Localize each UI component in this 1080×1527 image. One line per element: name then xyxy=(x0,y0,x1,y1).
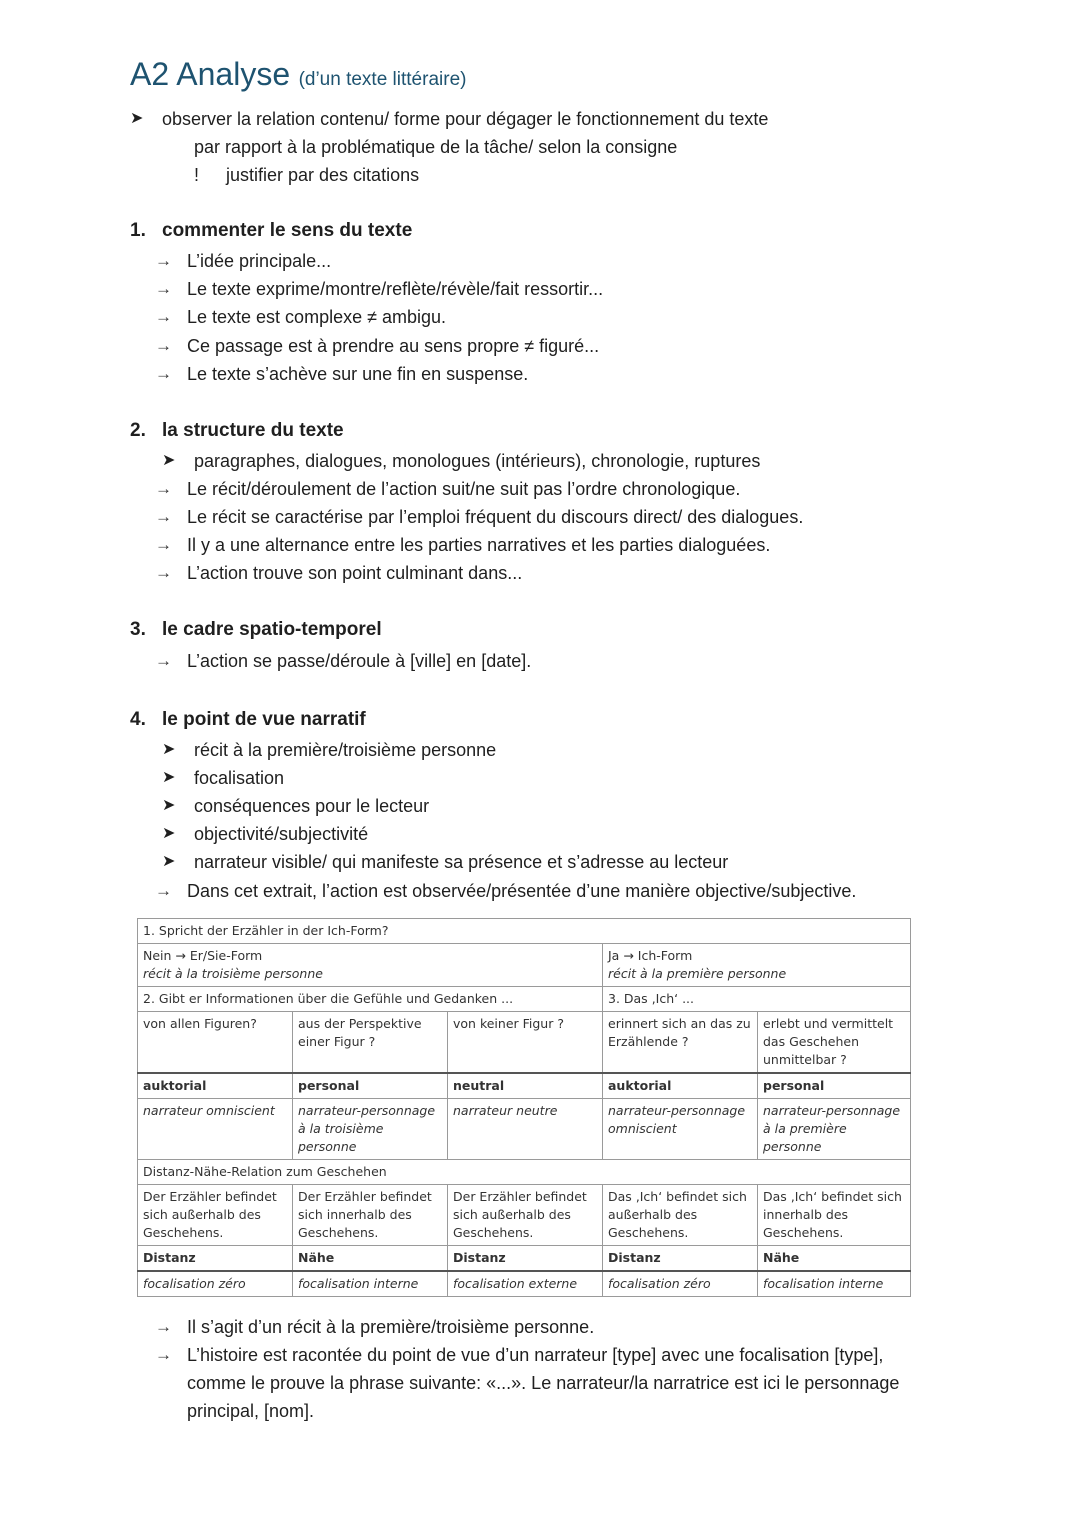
relation-header: Distanz-Nähe-Relation zum Geschehen xyxy=(138,1160,911,1185)
right-arrow-icon: → xyxy=(155,563,172,582)
page-title xyxy=(130,56,466,93)
type-french: narrateur omniscient xyxy=(143,1103,275,1118)
table-cell xyxy=(603,1271,758,1297)
table-row xyxy=(138,1185,911,1246)
table-cell xyxy=(758,1271,911,1297)
distance-label: Distanz xyxy=(143,1250,196,1265)
arrowhead-bullet-icon: ➤ xyxy=(162,741,176,758)
table-row xyxy=(138,1099,911,1160)
section-title: le cadre spatio-temporel xyxy=(162,619,382,640)
section-2-item: Le récit/déroulement de l’action suit/ne suit pas l’ordre chronologique. xyxy=(187,479,741,499)
table-cell xyxy=(758,1246,911,1272)
table-cell: erinnert sich an das zu Erzählende ? xyxy=(603,1012,758,1074)
table-cell: Der Erzähler befindet sich innerhalb des Geschehens. xyxy=(293,1185,448,1246)
section-2-bullet: paragraphes, dialogues, monologues (intérieurs), chronologie, ruptures xyxy=(194,451,761,471)
distance-label: Nähe xyxy=(298,1250,335,1265)
conclusion-line-2: L’histoire est racontée du point de vue d’un narrateur [type] avec une focalisation [type], xyxy=(187,1345,884,1365)
section-4-item: Dans cet extrait, l’action est observée/présentée d’une manière objective/subjective. xyxy=(187,881,857,901)
section-3-heading xyxy=(130,618,382,642)
title-main: A2 Analyse xyxy=(130,56,291,92)
table-cell: erlebt und vermittelt das Geschehen unmittelbar ? xyxy=(758,1012,911,1074)
section-title: commenter le sens du texte xyxy=(162,220,413,241)
nein-cell xyxy=(138,944,603,987)
focalisation-label: focalisation interne xyxy=(298,1276,419,1291)
section-number: 4. xyxy=(130,709,146,730)
right-arrow-icon: → xyxy=(155,651,172,670)
table-row xyxy=(138,1012,911,1074)
ja-cell xyxy=(603,944,911,987)
right-arrow-icon: → xyxy=(155,251,172,270)
table-cell: Das ‚Ich‘ befindet sich außerhalb des Geschehens. xyxy=(603,1185,758,1246)
section-1-item: Le texte s’achève sur une fin en suspense. xyxy=(187,364,529,384)
type-french: narrateur-personnage omniscient xyxy=(608,1103,746,1136)
section-title: le point de vue narratif xyxy=(162,709,366,730)
type-label: personal xyxy=(763,1078,825,1093)
ja-french: récit à la première personne xyxy=(608,966,787,981)
title-sub: (d’un texte littéraire) xyxy=(298,69,467,90)
table-cell: von keiner Figur ? xyxy=(448,1012,603,1074)
section-1-item: Ce passage est à prendre au sens propre ≠ figuré... xyxy=(187,336,600,356)
table-cell xyxy=(138,1099,293,1160)
section-4-bullet: récit à la première/troisième personne xyxy=(194,740,497,760)
type-french: narrateur-personnage à la troisième personne xyxy=(298,1103,436,1154)
section-4-bullet: narrateur visible/ qui manifeste sa présence et s’adresse au lecteur xyxy=(194,852,729,872)
table-cell xyxy=(293,1246,448,1272)
type-label: personal xyxy=(298,1078,360,1093)
right-arrow-icon: → xyxy=(155,479,172,498)
table-cell xyxy=(138,1271,293,1297)
distance-label: Distanz xyxy=(453,1250,506,1265)
right-arrow-icon: → xyxy=(155,307,172,326)
question-1-cell: 1. Spricht der Erzähler in der Ich-Form? xyxy=(138,919,911,944)
question-3-cell: 3. Das ‚Ich‘ ... xyxy=(603,987,911,1012)
conclusion-line-1: Il s’agit d’un récit à la première/troisième personne. xyxy=(187,1317,595,1337)
section-1-item: L’idée principale... xyxy=(187,251,332,271)
nein-french: récit à la troisième personne xyxy=(143,966,323,981)
section-2-heading xyxy=(130,419,344,443)
focalisation-label: focalisation zéro xyxy=(608,1276,711,1291)
table-cell: aus der Perspektive einer Figur ? xyxy=(293,1012,448,1074)
table-row xyxy=(138,1246,911,1272)
table-cell xyxy=(758,1099,911,1160)
right-arrow-icon: → xyxy=(155,1345,172,1364)
table-cell xyxy=(138,1073,293,1099)
distance-label: Distanz xyxy=(608,1250,661,1265)
section-number: 1. xyxy=(130,220,146,241)
type-french: narrateur neutre xyxy=(453,1103,558,1118)
table-cell: von allen Figuren? xyxy=(138,1012,293,1074)
section-2-item: Le récit se caractérise par l’emploi fréquent du discours direct/ des dialogues. xyxy=(187,507,804,527)
table-cell xyxy=(293,1271,448,1297)
section-1-item: Le texte exprime/montre/reflète/révèle/fait ressortir... xyxy=(187,279,604,299)
section-3-item: L’action se passe/déroule à [ville] en [date]. xyxy=(187,651,532,671)
type-french: narrateur-personnage à la première personne xyxy=(763,1103,901,1154)
type-label: auktorial xyxy=(143,1078,207,1093)
section-1-item: Le texte est complexe ≠ ambigu. xyxy=(187,307,447,327)
type-label: auktorial xyxy=(608,1078,672,1093)
table-row xyxy=(138,1073,911,1099)
ja-label: Ja → Ich-Form xyxy=(608,948,693,963)
section-4-bullet: focalisation xyxy=(194,768,285,788)
table-row xyxy=(138,1271,911,1297)
section-4-heading xyxy=(130,708,366,732)
section-number: 3. xyxy=(130,619,146,640)
right-arrow-icon: → xyxy=(155,336,172,355)
table-row xyxy=(138,919,911,944)
table-cell xyxy=(603,1246,758,1272)
right-arrow-icon: → xyxy=(155,364,172,383)
right-arrow-icon: → xyxy=(155,1317,172,1336)
table-cell xyxy=(448,1073,603,1099)
arrowhead-bullet-icon: ➤ xyxy=(162,825,176,842)
focalisation-label: focalisation interne xyxy=(763,1276,884,1291)
arrowhead-bullet-icon: ➤ xyxy=(162,452,176,469)
intro-exclamation: ! xyxy=(194,165,200,185)
table-cell xyxy=(448,1271,603,1297)
table-cell xyxy=(758,1073,911,1099)
right-arrow-icon: → xyxy=(155,507,172,526)
intro-line-1: observer la relation contenu/ forme pour dégager le fonctionnement du texte xyxy=(162,109,769,129)
section-title: la structure du texte xyxy=(162,420,344,441)
conclusion-line-3: comme le prouve la phrase suivante: «...». Le narrateur/la narratrice est ici le personnage xyxy=(187,1373,900,1393)
right-arrow-icon: → xyxy=(155,535,172,554)
focalisation-label: focalisation zéro xyxy=(143,1276,246,1291)
section-2-item: L’action trouve son point culminant dans... xyxy=(187,563,523,583)
table-cell xyxy=(293,1099,448,1160)
section-1-heading xyxy=(130,219,412,243)
table-cell xyxy=(448,1099,603,1160)
table-cell: Der Erzähler befindet sich außerhalb des Geschehens. xyxy=(448,1185,603,1246)
nein-label: Nein → Er/Sie-Form xyxy=(143,948,263,963)
right-arrow-icon: → xyxy=(155,881,172,900)
table-row xyxy=(138,944,911,987)
narrative-perspective-table xyxy=(137,918,911,1297)
right-arrow-icon: → xyxy=(155,279,172,298)
intro-line-2: par rapport à la problématique de la tâche/ selon la consigne xyxy=(194,137,678,157)
table-cell xyxy=(603,1099,758,1160)
table-cell xyxy=(603,1073,758,1099)
section-number: 2. xyxy=(130,420,146,441)
table-cell xyxy=(448,1246,603,1272)
question-2-cell: 2. Gibt er Informationen über die Gefühle und Gedanken ... xyxy=(138,987,603,1012)
arrowhead-bullet-icon: ➤ xyxy=(130,110,144,127)
conclusion-line-4: principal, [nom]. xyxy=(187,1401,315,1421)
focalisation-label: focalisation externe xyxy=(453,1276,578,1291)
section-2-item: Il y a une alternance entre les parties narratives et les parties dialoguées. xyxy=(187,535,771,555)
table-cell: Der Erzähler befindet sich außerhalb des Geschehens. xyxy=(138,1185,293,1246)
table-cell: Das ‚Ich‘ befindet sich innerhalb des Geschehens. xyxy=(758,1185,911,1246)
arrowhead-bullet-icon: ➤ xyxy=(162,769,176,786)
table-row xyxy=(138,1160,911,1185)
section-4-bullet: objectivité/subjectivité xyxy=(194,824,369,844)
arrowhead-bullet-icon: ➤ xyxy=(162,797,176,814)
type-label: neutral xyxy=(453,1078,505,1093)
table-cell xyxy=(138,1246,293,1272)
section-4-bullet: conséquences pour le lecteur xyxy=(194,796,430,816)
intro-line-3: justifier par des citations xyxy=(226,165,420,185)
table-row xyxy=(138,987,911,1012)
arrowhead-bullet-icon: ➤ xyxy=(162,853,176,870)
table-cell xyxy=(293,1073,448,1099)
distance-label: Nähe xyxy=(763,1250,800,1265)
